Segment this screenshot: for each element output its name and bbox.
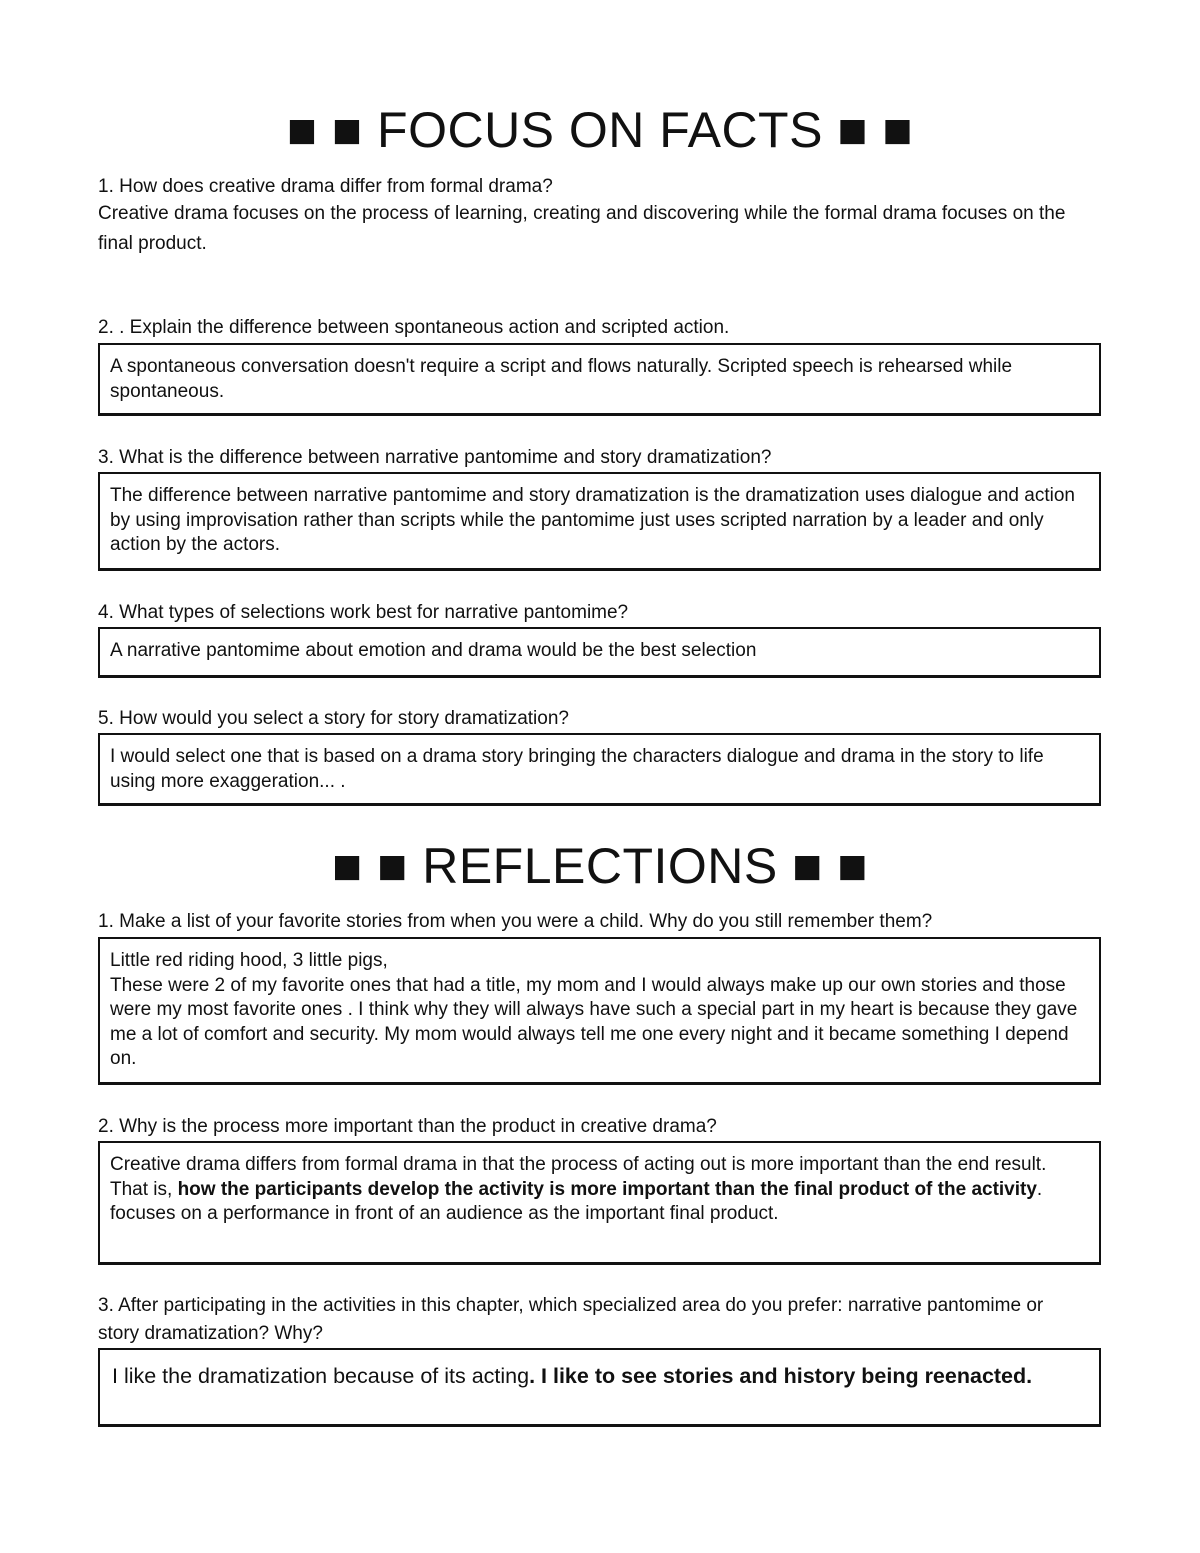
focus-answer-5: I would select one that is based on a drama story bringing the characters dialogue and drama in the story to life using more exaggeration... . [110,746,1044,792]
reflection-answer-1-rest: These were 2 of my favorite ones that had a title, my mom and I would always make up our own stories and those were my most favorite ones . I think why they will always have such a special part in my heart is because they gave me a lot of comfort and security. My mom would always tell me one every night and it became something I depend on. [110,974,1078,1070]
focus-answer-4: A narrative pantomime about emotion and drama would be the best selection [110,640,757,661]
reflection-question-3: 3. After participating in the activities in this chapter, which specialized area do you prefer: narrative pantomime or story dramatization? Why? [98,1295,1044,1344]
focus-question-2: 2. . Explain the difference between spontaneous action and scripted action. [98,317,730,338]
focus-answer-2-box [98,343,1101,416]
reflection-answer-2-end: . focuses on a performance in front of an audience as the important final product. [110,1178,1043,1225]
reflection-answer-2-bold: how the participants develop the activity is more important than the final product of the activity [177,1178,1037,1200]
reflection-answer-3-start: I like the dramatization because of its acting [112,1364,530,1388]
reflection-answer-3-bold: . I like to see stories and history being reenacted. [529,1364,1033,1388]
focus-question-3: 3. What is the difference between narrative pantomime and story dramatization? [98,447,772,468]
focus-question-4: 4. What types of selections work best for narrative pantomime? [98,602,629,623]
focus-answer-3: The difference between narrative pantomime and story dramatization is the dramatization uses dialogue and action by using improvisation rather than scripts while the pantomime just uses scripted narration by a leader and only action by the actors. [110,485,1075,556]
focus-on-facts-heading: ■ ■ FOCUS ON FACTS ■ ■ [286,102,914,158]
reflection-question-1: 1. Make a list of your favorite stories from when you were a child. Why do you still remember them? [98,911,933,932]
focus-answer-1: Creative drama focuses on the process of learning, creating and discovering while the formal drama focuses on the final product. [98,203,1066,254]
reflection-answer-2-start: Creative drama differs from formal drama in that the process of acting out is more important than the end result. That is, [110,1154,1047,1200]
focus-answer-5-box [98,733,1101,806]
focus-answer-3-box [98,472,1101,571]
focus-answer-2: A spontaneous conversation doesn't require a script and flows naturally. Scripted speech is rehearsed while spontaneous. [110,356,1013,402]
focus-answer-4-box [98,627,1101,678]
focus-question-1: 1. How does creative drama differ from formal drama? [98,176,553,197]
reflection-question-2: 2. Why is the process more important than the product in creative drama? [98,1116,717,1137]
reflection-answer-1-box [98,937,1101,1085]
reflection-answer-1-line1: Little red riding hood, 3 little pigs, [110,950,388,971]
reflections-heading: ■ ■ REFLECTIONS ■ ■ [332,838,868,894]
reflection-answer-3-box [98,1348,1101,1427]
focus-question-5: 5. How would you select a story for story dramatization? [98,708,569,729]
reflection-answer-2-box [98,1141,1101,1265]
